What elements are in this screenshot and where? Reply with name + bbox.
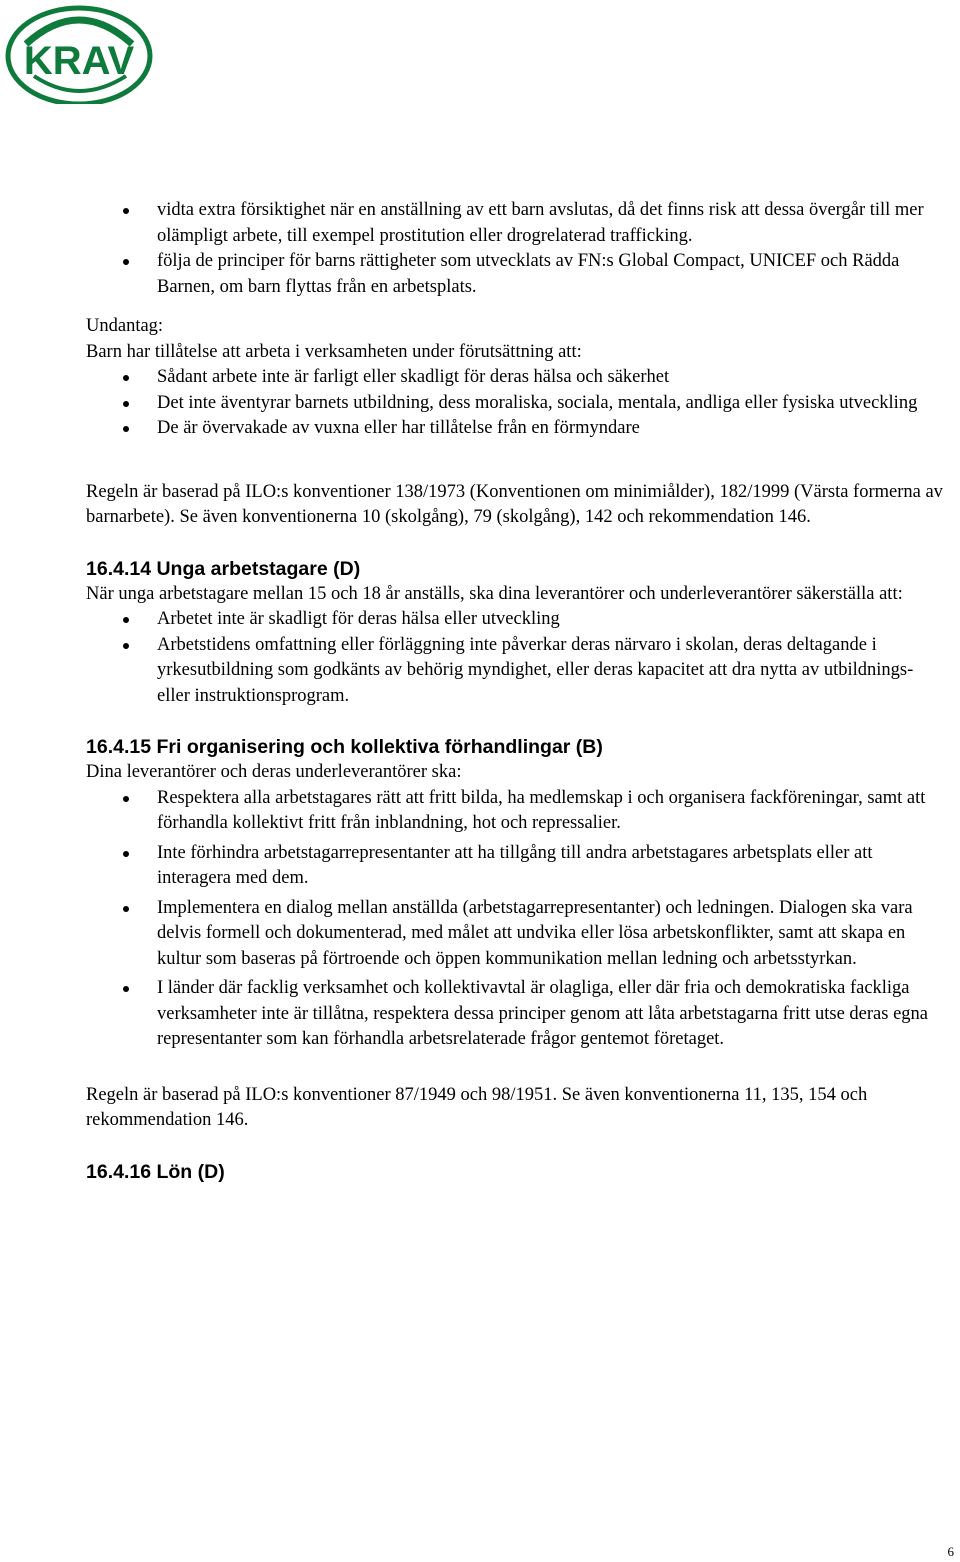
list-item: Implementera en dialog mellan anställda (arbetstagarrepresentanter) och ledningen. Dialogen ska vara delvis formell och dokumenterad, med målet att undvika eller lösa arbetskonflikter, samt att skapa en kultur som baseras på förtroende och öppen kommunikation mellan ledning och arbetsstyrkan.: [86, 896, 948, 973]
section-heading-wages: 16.4.16 Lön (D): [86, 1160, 225, 1183]
section-intro: När unga arbetstagare mellan 15 och 18 år anställs, ska dina leverantörer och underleverantörer säkerställa att:: [86, 583, 903, 604]
krav-logo-text: KRAV: [23, 39, 135, 83]
exception-bullet-list: [86, 365, 948, 442]
list-item: vidta extra försiktighet när en anställning av ett barn avslutas, då det finns risk att dessa övergår till mer olämpligt arbete, till exempel prostitution eller drogrelaterad trafficking.: [86, 198, 948, 249]
list-item: Arbetet inte är skadligt för deras hälsa eller utveckling: [86, 607, 948, 633]
top-bullet-list: [86, 198, 948, 300]
document-body: [86, 198, 948, 1185]
list-item: I länder där facklig verksamhet och kollektivavtal är olagliga, eller där fria och demokratiska fackliga verksamheter inte är tillåtna, respektera dessa principer genom att låta arbetstagarna fritt utse deras egna representanter som kan förhandla arbetsrelaterade frågor gentemot företaget.: [86, 976, 948, 1053]
list-item: Det inte äventyrar barnets utbildning, dess moraliska, sociala, mentala, andliga eller fysiska utveckling: [86, 391, 948, 417]
rule-basis-paragraph: Regeln är baserad på ILO:s konventioner 138/1973 (Konventionen om minimiålder), 182/1999 (Värsta formerna av barnarbete). Se även konventionerna 10 (skolgång), 79 (skolgång), 142 och rekommendation 146.: [86, 481, 943, 527]
section-intro: Dina leverantörer och deras underleverantörer ska:: [86, 762, 462, 782]
young-workers-bullet-list: [86, 607, 948, 709]
list-item: Arbetstidens omfattning eller förläggning inte påverkar deras närvaro i skolan, deras deltagande i yrkesutbildning som godkänts av behörig myndighet, eller deras kapacitet att dra nytta av utbildnings- eller instruktionsprogram.: [86, 633, 948, 710]
section-heading-young-workers: 16.4.14 Unga arbetstagare (D): [86, 557, 361, 580]
section-heading-freedom-of-association: 16.4.15 Fri organisering och kollektiva förhandlingar (B): [86, 736, 603, 758]
exception-label: Undantag:: [86, 316, 164, 336]
krav-logo: [4, 4, 154, 104]
list-item: Sådant arbete inte är farligt eller skadligt för deras hälsa och säkerhet: [86, 365, 948, 391]
exception-intro: Barn har tillåtelse att arbeta i verksamheten under förutsättning att:: [86, 341, 582, 362]
page-number: 6: [947, 1544, 954, 1559]
freedom-of-association-bullet-list: [86, 786, 948, 1053]
list-item: Inte förhindra arbetstagarrepresentanter att ha tillgång till andra arbetstagares arbetsplats eller att interagera med dem.: [86, 841, 948, 892]
list-item: följa de principer för barns rättigheter som utvecklats av FN:s Global Compact, UNICEF och Rädda Barnen, om barn flyttas från en arbetsplats.: [86, 249, 948, 300]
list-item: Respektera alla arbetstagares rätt att fritt bilda, ha medlemskap i och organisera fackföreningar, samt att förhandla kollektivt fritt från inblandning, hot och repressalier.: [86, 786, 948, 837]
list-item: De är övervakade av vuxna eller har tillåtelse från en förmyndare: [86, 416, 948, 442]
rule-basis-paragraph: Regeln är baserad på ILO:s konventioner 87/1949 och 98/1951. Se även konventionerna 11, 135, 154 och rekommendation 146.: [86, 1084, 868, 1130]
